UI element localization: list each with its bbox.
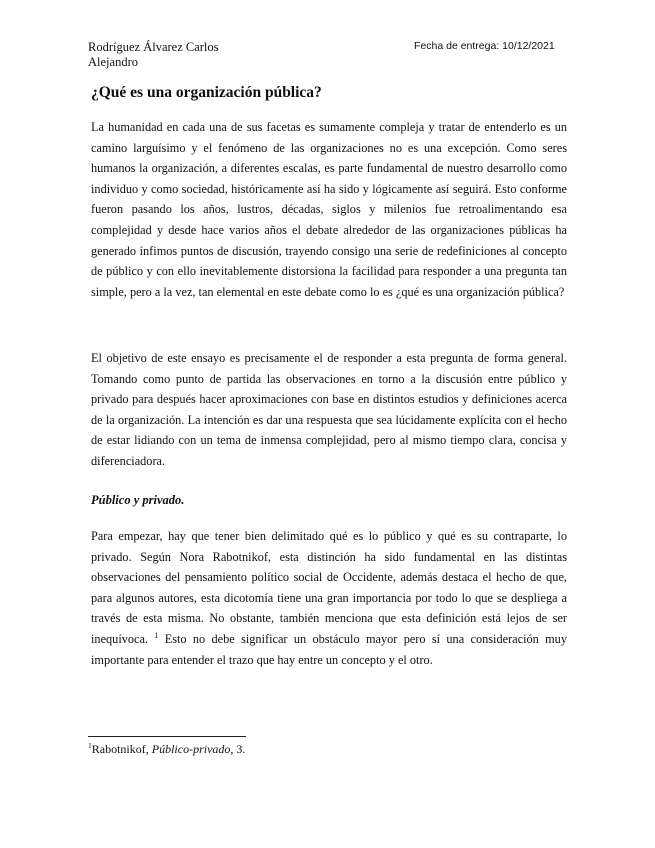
footnote-number: 1: [88, 741, 92, 750]
paragraph-text-part2: Esto no debe significar un obstáculo mayor pero sí una consideración muy importante para entender el trazo que hay entre un concepto y el otro.: [91, 631, 567, 667]
footnote-divider: [88, 736, 246, 737]
section-subtitle: Público y privado.: [91, 493, 185, 507]
paragraph-objective: El objetivo de este ensayo es precisamente el de responder a esta pregunta de forma general. Tomando como punto de partida las observaciones en torno a la discusión entre público y privado para después hacer aproximaciones con base en distintos estudios y definiciones acerca de la organización. La intención es dar una respuesta que sea lúcidamente explícita con el hecho de estar lidiando con un tema de inmensa complejidad, pero al mismo tiempo clara, concisa y diferenciadora.: [91, 351, 567, 468]
footnote: [88, 742, 245, 757]
paragraph-text-part1: Para empezar, hay que tener bien delimitado qué es lo público y qué es su contraparte, lo privado. Según Nora Rabotnikof, esta distinción ha sido fundamental en las distintas observaciones del pensamiento político social de Occidente, además destaca el hecho de que, para algunos autores, esta dicotomía tiene una gran importancia por todo lo que se despliega a través de esta misma. No obstante, también menciona que esta definición está lejos de ser inequívoca.: [91, 529, 567, 646]
delivery-date: Fecha de entrega: 10/12/2021: [414, 40, 555, 52]
footnote-page: , 3.: [230, 742, 246, 756]
footnote-work-title: Público-privado: [151, 742, 231, 756]
author-line-1: Rodríguez Álvarez Carlos: [88, 40, 219, 54]
paragraph-intro: La humanidad en cada una de sus facetas es sumamente compleja y tratar de entenderlo es un camino larguísimo y el fenómeno de las organizaciones no es una excepción. Como seres humanos la organización, a diferentes escalas, es parte fundamental de nuestro desarrollo como individuo y como sociedad, históricamente así ha sido y lógicamente así seguirá. Esto conforme fueron pasando los años, lustros, décadas, siglos y milenios fue retroalimentando esa complejidad y desde hace varios años el debate alrededor de las organizaciones públicas ha generado ínfimos puntos de discusión, trayendo consigo una serie de redefiniciones al concepto de público y con ello inevitablemente distorsiona la facilidad para responder a una pregunta tan simple, pero a la vez, tan elemental en este debate como lo es ¿qué es una organización pública?: [91, 120, 567, 299]
author-name: [88, 40, 268, 70]
paragraph-public-private: [91, 526, 567, 670]
page-title: ¿Qué es una organización pública?: [91, 84, 322, 101]
footnote-author: Rabotnikof,: [91, 742, 152, 756]
footnote-reference: 1: [154, 630, 159, 640]
author-line-2: Alejandro: [88, 55, 138, 69]
